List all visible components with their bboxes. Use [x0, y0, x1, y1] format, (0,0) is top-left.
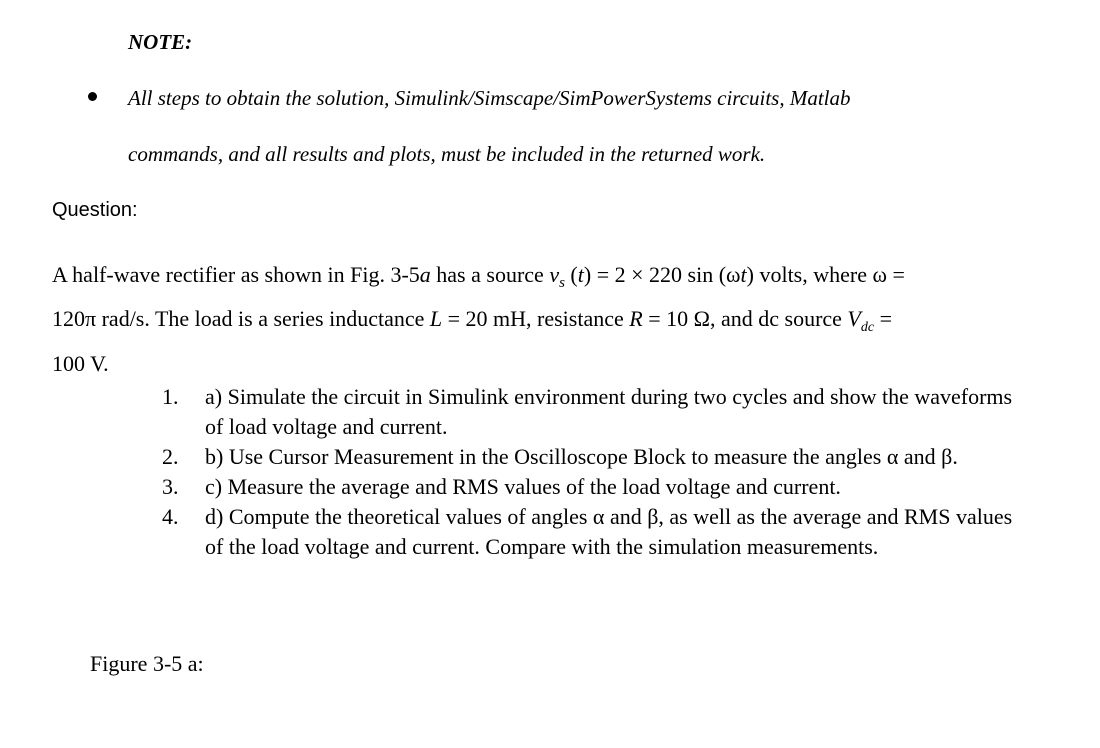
- source-subscript: s: [559, 275, 565, 291]
- problem-text: (: [564, 262, 578, 287]
- figure-caption: Figure 3-5 a:: [90, 651, 204, 676]
- problem-text: = 20 mH, resistance: [442, 306, 630, 331]
- bullet-icon: [88, 92, 97, 101]
- resistance-symbol: R: [629, 306, 643, 331]
- list-item: [162, 442, 1025, 472]
- problem-text: =: [874, 306, 893, 331]
- list-item-text: b) Use Cursor Measurement in the Oscilloscope Block to measure the angles α and β.: [205, 444, 958, 469]
- dc-source-symbol: V: [847, 306, 861, 331]
- problem-statement: [52, 257, 1052, 382]
- list-item-number: 3.: [162, 474, 179, 499]
- note-text-line-1: All steps to obtain the solution, Simulink/Simscape/SimPowerSystems circuits, Matlab: [128, 86, 851, 110]
- list-item-number: 2.: [162, 444, 179, 469]
- source-symbol: v: [549, 262, 560, 287]
- question-label: Question:: [52, 199, 138, 221]
- figure-letter: a: [419, 262, 431, 287]
- list-item: [162, 382, 1025, 442]
- list-item: [162, 502, 1025, 562]
- problem-text: ) volts, where ω =: [746, 262, 905, 287]
- problem-line-2: [52, 301, 1052, 346]
- list-item-text: c) Measure the average and RMS values of the load voltage and current.: [205, 474, 841, 499]
- list-item-number: 1.: [162, 384, 179, 409]
- list-item-number: 4.: [162, 504, 179, 529]
- problem-text: ) = 2 × 220 sin (ω: [583, 262, 741, 287]
- note-text-line-2: commands, and all results and plots, must be included in the returned work.: [128, 142, 766, 166]
- problem-text: = 10 Ω, and dc source: [642, 306, 848, 331]
- list-item: [162, 472, 1025, 502]
- time-symbol: t: [740, 262, 747, 287]
- problem-text: A half-wave rectifier as shown in Fig. 3-5: [52, 262, 420, 287]
- list-item-text: d) Compute the theoretical values of angles α and β, as well as the average and RMS values of the load voltage and current. Compare with the simulation measurements.: [205, 504, 1013, 559]
- list-item-text: a) Simulate the circuit in Simulink environment during two cycles and show the waveforms of load voltage and current.: [205, 384, 1013, 439]
- time-symbol: t: [577, 262, 584, 287]
- problem-line-1: [52, 257, 1052, 301]
- note-heading: NOTE:: [128, 30, 193, 54]
- inductance-symbol: L: [429, 306, 443, 331]
- dc-subscript: dc: [860, 320, 875, 335]
- problem-text: 120π rad/s. The load is a series inductance: [52, 306, 430, 331]
- problem-text: has a source: [430, 262, 550, 287]
- task-list: [162, 382, 1025, 562]
- problem-line-3: 100 V.: [52, 351, 109, 376]
